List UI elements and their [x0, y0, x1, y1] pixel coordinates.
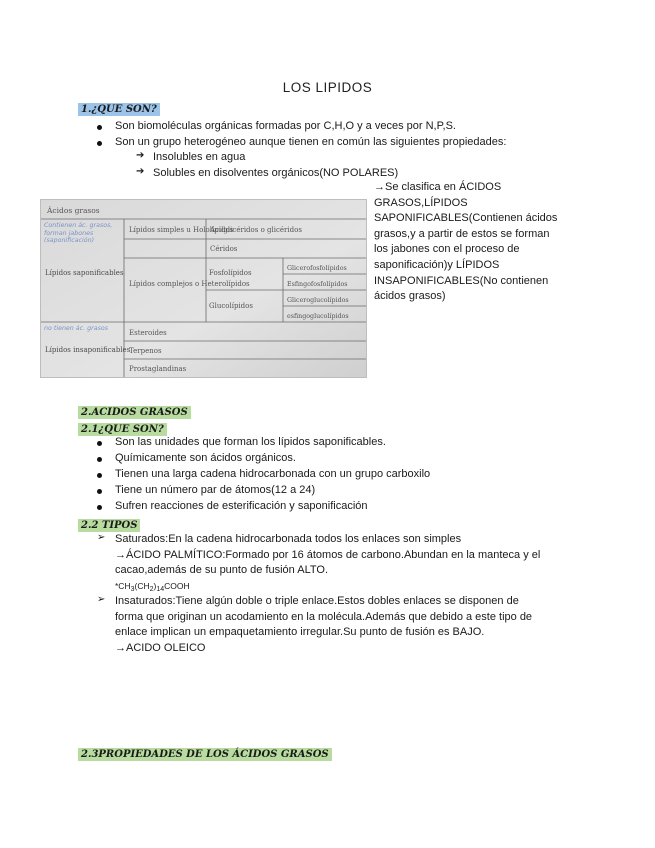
bullet-icon: [97, 505, 102, 510]
section-heading-que-son: [78, 99, 160, 117]
page-title: LOS LIPIDOS: [282, 80, 373, 95]
bullet-text: Son un grupo heterogéneo aunque tienen en común las siguientes propiedades:: [115, 136, 507, 148]
handwritten-note: Contienen ác. grasos, forman jabones (saponificación): [44, 222, 113, 244]
table-cell: Terpenos: [129, 347, 162, 355]
type-text: Insaturados:Tiene algún doble o triple enlace.Estos dobles enlaces se disponen de: [115, 595, 519, 607]
type-text: cacao,además de su punto de fusión ALTO.: [115, 564, 329, 576]
table-cell: Esfingofosfolípidos: [287, 281, 348, 288]
table-cell: Esteroides: [129, 329, 167, 337]
side-line: SAPONIFICABLES(Contienen ácidos: [374, 212, 558, 225]
side-line: GRASOS,LÍPIDOS: [374, 196, 468, 209]
side-line: →Se clasifica en ÁCIDOS: [374, 181, 502, 193]
property-text: Solubles en disolventes orgánicos(NO POLARES): [153, 167, 399, 179]
table-cell: Glicerofosfolípidos: [287, 265, 347, 272]
type-text: enlace implican un empaquetamiento irregular.Su punto de fusión es BAJO.: [115, 626, 485, 638]
table-cell: Lípidos saponificables: [45, 269, 124, 277]
type-text: →ACIDO OLEICO: [115, 642, 206, 654]
section-heading-acidos-grasos: [78, 402, 191, 420]
side-line: grasos,y a partir de estos se forman: [374, 227, 550, 240]
bullet-text: Sufren reacciones de esterificación y saponificación: [115, 500, 368, 512]
bullet-icon: [97, 441, 102, 446]
section-heading-propiedades: [78, 744, 332, 762]
type-text: forma que originan un acodamiento en la molécula.Además que debido a este tipo de: [115, 611, 533, 623]
side-line: los jabones con el proceso de: [374, 243, 520, 256]
table-cell: Acilglicéridos o glicéridos: [210, 226, 302, 234]
table-cell: esfingoglucolípidos: [287, 313, 349, 320]
arrowhead-icon: ➢: [97, 532, 106, 543]
arrowhead-icon: ➢: [97, 594, 106, 605]
bullet-icon: [97, 457, 102, 462]
table-header: Ácidos grasos: [47, 206, 100, 215]
table-cell: Glucolípidos: [209, 302, 253, 310]
table-cell: Lípidos insaponificables: [45, 346, 131, 354]
palmitic-formula: $*CH_3(CH_2)_{14}COOH$: [115, 581, 190, 593]
table-cell: Prostaglandinas: [129, 365, 187, 373]
side-line: saponificación)y LÍPIDOS: [374, 258, 500, 271]
bullet-icon: [97, 141, 102, 146]
table-cell: Lípidos simples u Hololípidos: [129, 226, 234, 234]
bullet-text: Tiene un número par de átomos(12 a 24): [115, 484, 316, 496]
bullet-icon: [97, 473, 102, 478]
bullet-text: Tienen una larga cadena hidrocarbonada con un grupo carboxilo: [115, 468, 431, 480]
type-text: →ÁCIDO PALMÍTICO:Formado por 16 átomos de carbono.Abundan en la manteca y el: [115, 549, 541, 561]
lipid-classification-photo: [40, 199, 367, 378]
bullet-icon: [97, 125, 102, 130]
heading-highlight: 2.3PROPIEDADES DE LOS ÁCIDOS GRASOS: [78, 748, 332, 761]
handwritten-note: no tienen ác. grasos: [44, 325, 108, 332]
bullet-icon: [97, 489, 102, 494]
table-cell: Gliceroglucolípidos: [287, 297, 349, 304]
arrow-icon: ➔: [136, 166, 145, 177]
bullet-text: Son las unidades que forman los lípidos saponificables.: [115, 436, 386, 448]
heading-highlight: 2.1¿QUE SON?: [78, 423, 167, 436]
table-cell: Fosfolípidos: [209, 269, 252, 277]
bullet-text: Químicamente son ácidos orgánicos.: [115, 452, 296, 464]
classification-paragraph: [374, 180, 574, 305]
side-line: INSAPONIFICABLES(No contienen: [374, 274, 549, 287]
property-text: Insolubles en agua: [153, 151, 246, 163]
table-cell: Céridos: [210, 245, 238, 253]
table-cell: Lípidos complejos o Heterolípidos: [129, 280, 250, 288]
heading-highlight: 2.ACIDOS GRASOS: [78, 406, 191, 419]
side-line: ácidos grasos): [374, 290, 446, 303]
heading-highlight: 2.2 TIPOS: [78, 519, 140, 532]
arrow-icon: ➔: [136, 150, 145, 161]
bullet-text: Son biomoléculas orgánicas formadas por C,H,O y a veces por N,P,S.: [115, 120, 456, 132]
type-text: Saturados:En la cadena hidrocarbonada todos los enlaces son simples: [115, 533, 462, 545]
heading-highlight: 1.¿QUE SON?: [78, 103, 160, 116]
